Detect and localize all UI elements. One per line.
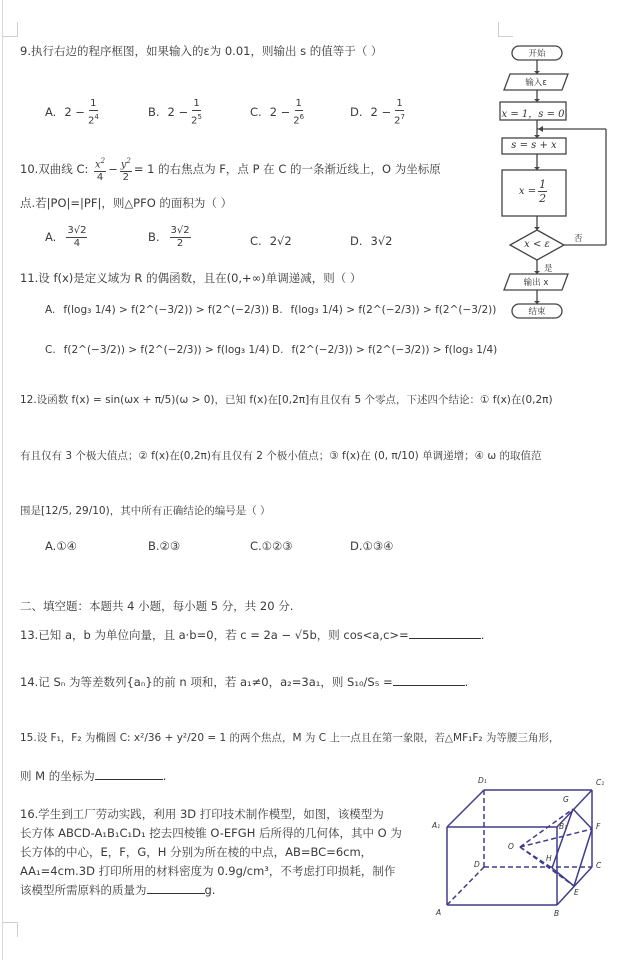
q9-option-a bbox=[45, 98, 102, 127]
flowchart-yes-label: 是 bbox=[544, 264, 553, 274]
option-label: A. bbox=[45, 304, 56, 316]
q12-option-a bbox=[45, 538, 77, 554]
option-value: ①②③ bbox=[261, 539, 293, 553]
den-base: 2 bbox=[191, 115, 198, 127]
numerator: 1 bbox=[396, 98, 403, 109]
option-label: C. bbox=[250, 234, 262, 248]
den-exp: 5 bbox=[197, 113, 202, 121]
program-flowchart bbox=[490, 30, 640, 330]
numerator: $x^2$ bbox=[95, 157, 106, 171]
q14-stem bbox=[20, 674, 468, 690]
option-label: D. bbox=[272, 344, 284, 356]
label-o: O bbox=[508, 842, 514, 851]
answer-blank[interactable] bbox=[409, 628, 481, 639]
option-value: f(log₃ 1/4) > f(2^(−2/3)) > f(2^(−3/2)) bbox=[290, 304, 497, 316]
option-value: ①③④ bbox=[362, 539, 394, 553]
label-a1: A₁ bbox=[432, 821, 441, 830]
option-label: B. bbox=[272, 304, 283, 316]
page-edge bbox=[2, 0, 3, 960]
flowchart-end: 结束 bbox=[528, 307, 546, 317]
q15-stem-line2 bbox=[20, 768, 166, 784]
option-label: D. bbox=[350, 539, 363, 553]
denominator bbox=[393, 111, 406, 127]
numerator: 1 bbox=[295, 98, 302, 109]
cuboid-lines bbox=[420, 770, 640, 930]
label-c1: C₁ bbox=[596, 778, 605, 787]
q14-tail: . bbox=[464, 675, 469, 689]
option-value: 2√2 bbox=[269, 234, 292, 248]
option-label: C. bbox=[250, 105, 262, 120]
flowchart-input: 输入ε bbox=[525, 78, 547, 88]
denominator bbox=[292, 111, 305, 127]
eq-frac-y bbox=[120, 155, 132, 184]
option-whole: 2 − bbox=[269, 105, 291, 120]
q12-line1: 设函数 f(x) = sin(ωx + π/5)(ω > 0)，已知 f(x)在[0,2π]有且仅有 5 个零点，下述四个结论：① f(x)在(0,2π) bbox=[36, 394, 553, 406]
q11-option-d bbox=[272, 342, 497, 358]
crop-mark-bottom-left bbox=[3, 922, 18, 937]
cuboid-figure bbox=[420, 770, 640, 930]
option-value: f(log₃ 1/4) > f(2^(−3/2)) > f(2^(−2/3)) bbox=[63, 304, 270, 316]
q13-text: 已知 a，b 为单位向量，且 a·b=0，若 c = 2a − √5b，则 cos<a,c>= bbox=[38, 628, 409, 642]
option-value: 3√2 bbox=[370, 234, 393, 248]
q13-tail: . bbox=[480, 628, 485, 642]
flowchart-start: 开始 bbox=[528, 49, 546, 59]
q12-stem-line2: 有且仅有 3 个极大值点；② f(x)在(0,2π)有且仅有 2 个极小值点；③ f(x)在 (0, π/10) 单调递增；④ ω 的取值范 bbox=[20, 450, 542, 462]
section-two-heading: 二、填空题：本题共 4 小题，每小题 5 分，共 20 分. bbox=[20, 599, 294, 613]
update-x-fraction bbox=[538, 178, 547, 205]
option-value: ①④ bbox=[56, 539, 77, 553]
option-label: C. bbox=[250, 539, 262, 553]
q16-line-text: 该模型所需原料的质量为 bbox=[20, 883, 147, 897]
den-base: 2 bbox=[87, 115, 95, 127]
denominator: 2 bbox=[122, 172, 130, 184]
q15-line2: 则 M 的坐标为 bbox=[20, 769, 95, 783]
option-label: D. bbox=[350, 105, 363, 120]
q15-tail: . bbox=[162, 769, 167, 783]
q15-stem-line1 bbox=[20, 730, 559, 746]
q13-number: 13. bbox=[20, 628, 39, 642]
option-label: A. bbox=[45, 230, 57, 244]
q10-option-a bbox=[45, 225, 89, 250]
denominator bbox=[190, 111, 203, 127]
q9-stem bbox=[20, 43, 382, 59]
flowchart-update-s: s = s + x bbox=[511, 140, 557, 151]
flowchart-init: x = 1，s = 0 bbox=[501, 109, 565, 120]
q10-prefix: 双曲线 C: bbox=[38, 162, 89, 177]
q10-stem-line1: 10.双曲线 C: $\frac{x^2}{4}$ − $\frac{y^2}{2}$ = 1 的右焦点为 F，点 P 在 C 的一条渐近线上，O 为坐标原 bbox=[20, 157, 441, 184]
q16-stem bbox=[20, 805, 402, 900]
label-h: H bbox=[546, 854, 552, 863]
denominator: 2 bbox=[539, 192, 547, 205]
den-exp: 4 bbox=[94, 113, 99, 121]
option-whole: 2 − bbox=[167, 105, 189, 120]
option-fraction bbox=[292, 98, 305, 127]
q10-option-c bbox=[250, 233, 292, 249]
eq-frac-x bbox=[94, 155, 106, 184]
label-b: B bbox=[554, 909, 560, 918]
q11-option-b bbox=[272, 302, 496, 318]
q10-number: 10. bbox=[20, 162, 39, 177]
denominator: 2 bbox=[176, 238, 184, 249]
q9-option-d bbox=[350, 98, 408, 127]
update-x-lhs: x = bbox=[518, 186, 537, 197]
q16-number: 16. bbox=[20, 807, 39, 821]
option-fraction bbox=[170, 225, 191, 250]
q12-option-c bbox=[250, 538, 293, 554]
numerator: 3√2 bbox=[170, 225, 190, 236]
q9-option-c bbox=[250, 98, 307, 127]
q10-stem-line2: 点.若|PO|=|PF|，则△PFO 的面积为（ ） bbox=[20, 196, 233, 210]
option-label: B. bbox=[148, 230, 160, 244]
denominator bbox=[87, 111, 100, 127]
label-g: G bbox=[563, 795, 569, 804]
q16-line-text: 学生到工厂劳动实践，利用 3D 打印技术制作模型，如图，该模型为 bbox=[38, 807, 384, 821]
answer-blank[interactable] bbox=[95, 769, 163, 780]
q16-line: 长方体 ABCD-A₁B₁C₁D₁ 挖去四棱锥 O-EFGH 后所得的几何体，其中 O 为 bbox=[20, 826, 402, 840]
q12-stem-line3: 围是[12/5, 29/10)，其中所有正确结论的编号是（ ） bbox=[20, 505, 271, 517]
label-b1: B₁ bbox=[559, 822, 568, 831]
option-value: f(2^(−2/3)) > f(2^(−3/2)) > f(log₃ 1/4) bbox=[291, 344, 498, 356]
q16-tail: g. bbox=[204, 883, 216, 897]
den-base: 2 bbox=[293, 115, 300, 127]
q11-stem bbox=[20, 270, 361, 286]
q16-line bbox=[20, 805, 402, 824]
q9-option-b bbox=[148, 98, 205, 127]
den-exp: 7 bbox=[400, 113, 405, 121]
q16-line bbox=[20, 881, 402, 900]
label-c: C bbox=[596, 861, 602, 870]
option-fraction bbox=[393, 98, 406, 127]
denominator: 4 bbox=[73, 238, 81, 249]
den-base: 2 bbox=[394, 115, 401, 127]
option-label: D. bbox=[350, 234, 363, 248]
q16-line: AA₁=4cm.3D 打印所用的材料密度为 0.9g/cm³，不考虑打印损耗，制作 bbox=[20, 864, 396, 878]
q15-number: 15. bbox=[20, 732, 37, 744]
label-d: D bbox=[474, 860, 480, 869]
q14-text: 记 Sₙ 为等差数列{aₙ}的前 n 项和，若 a₁≠0，a₂=3a₁，则 S₁₀/S₅ = bbox=[38, 675, 393, 689]
option-fraction bbox=[66, 225, 87, 250]
q12-number: 12. bbox=[20, 394, 37, 406]
q11-text: 设 f(x)是定义域为 R 的偶函数，且在(0,+∞)单调递减，则（ ） bbox=[38, 271, 362, 285]
numerator: 1 bbox=[90, 98, 97, 109]
q9-number: 9. bbox=[20, 44, 31, 58]
numerator: 1 bbox=[193, 98, 200, 109]
label-a: A bbox=[436, 908, 442, 917]
flowchart-condition: x < ε bbox=[524, 239, 550, 250]
option-fraction bbox=[87, 98, 100, 127]
option-label: A. bbox=[45, 539, 57, 553]
crop-mark-top-left bbox=[3, 22, 18, 37]
q12-option-b bbox=[148, 538, 180, 554]
option-value: ②③ bbox=[159, 539, 181, 553]
option-fraction bbox=[190, 98, 203, 127]
den-exp: 6 bbox=[299, 113, 305, 121]
numerator: 1 bbox=[539, 178, 547, 191]
flowchart-update-x bbox=[502, 178, 566, 205]
q16-line: 长方体的中心，E，F，G，H 分别为所在棱的中点，AB=BC=6cm， bbox=[20, 845, 373, 859]
answer-blank[interactable] bbox=[393, 675, 465, 686]
option-label: B. bbox=[148, 105, 160, 120]
q11-option-a bbox=[45, 302, 269, 318]
flowchart-no-label: 否 bbox=[574, 234, 583, 244]
numerator: $y^2$ bbox=[120, 157, 131, 171]
q12-stem-line1 bbox=[20, 392, 553, 408]
q15-line1: 设 F₁，F₂ 为椭圆 C: x²/36 + y²/20 = 1 的两个焦点，M 为 C 上一点且在第一象限，若△MF₁F₂ 为等腰三角形， bbox=[36, 732, 560, 744]
option-value: f(2^(−3/2)) > f(2^(−2/3)) > f(log₃ 1/4) bbox=[63, 344, 270, 356]
label-f: F bbox=[596, 822, 601, 831]
flowchart-output: 输出 x bbox=[523, 278, 549, 288]
option-whole: 2 − bbox=[370, 105, 392, 120]
q10-option-d bbox=[350, 233, 392, 249]
q11-option-c bbox=[45, 342, 269, 358]
option-label: C. bbox=[45, 344, 56, 356]
q10-suffix: 的右焦点为 F，点 P 在 C 的一条渐近线上，O 为坐标原 bbox=[158, 162, 441, 177]
q12-option-d bbox=[350, 538, 393, 554]
option-label: B. bbox=[148, 539, 160, 553]
label-e: E bbox=[574, 888, 579, 897]
q9-text: 执行右边的程序框图，如果输入的ε为 0.01，则输出 s 的值等于（ ） bbox=[30, 44, 383, 58]
q14-number: 14. bbox=[20, 675, 39, 689]
option-whole: 2 − bbox=[64, 105, 85, 120]
q13-stem bbox=[20, 627, 484, 643]
numerator: 3√2 bbox=[67, 225, 87, 236]
denominator: 4 bbox=[96, 172, 104, 184]
q10-option-b bbox=[148, 225, 193, 250]
answer-blank[interactable] bbox=[147, 883, 205, 894]
label-d1: D₁ bbox=[478, 776, 487, 785]
option-label: A. bbox=[45, 105, 57, 120]
q11-number: 11. bbox=[20, 271, 39, 285]
